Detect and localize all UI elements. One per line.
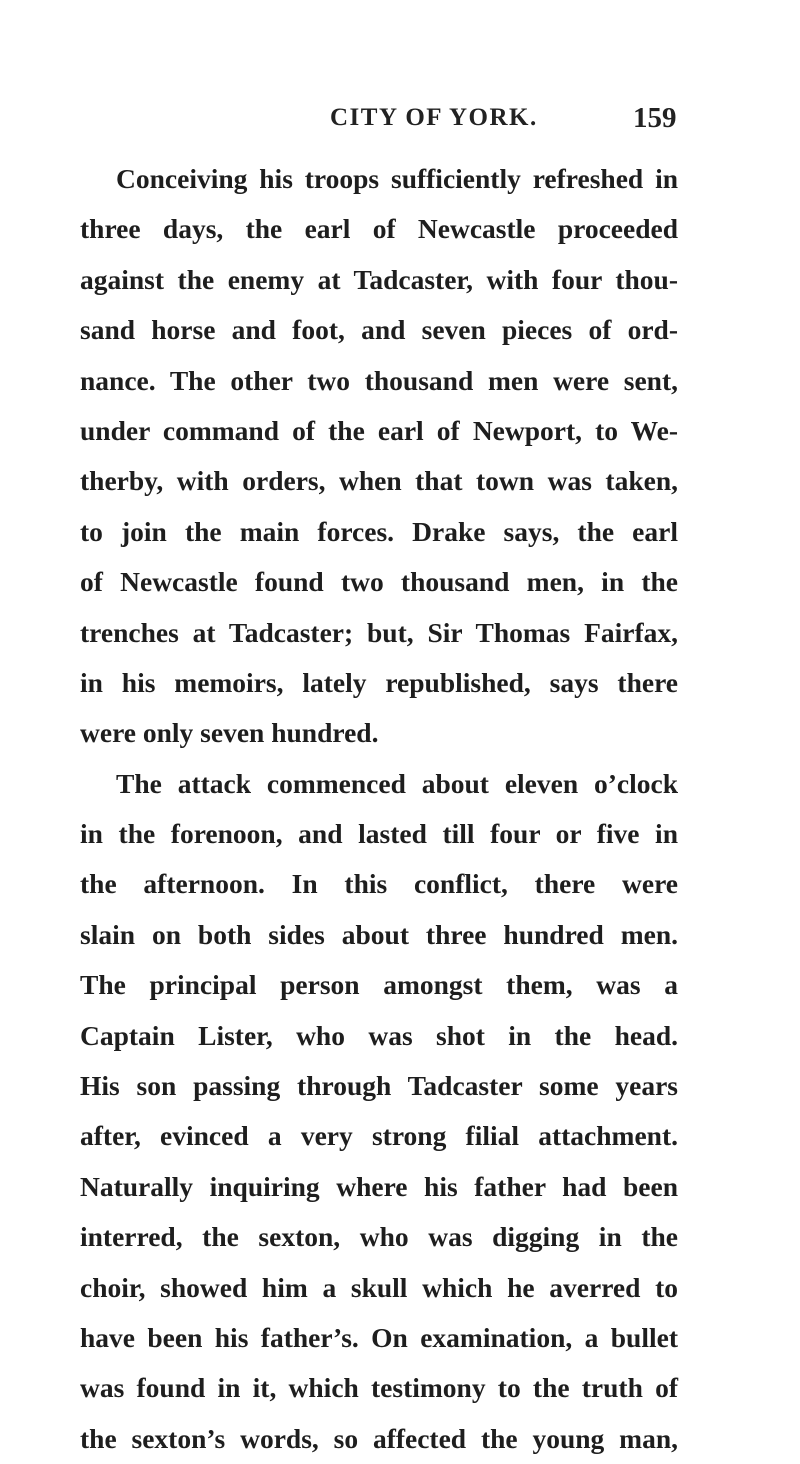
text-line-26: the sexton’s words, so affected the young man,	[80, 1422, 678, 1454]
text-line-21: Naturally inquiring where his father had been	[80, 1170, 678, 1202]
text-line-9: of Newcastle found two thousand men, in the	[80, 566, 678, 598]
text-line-18: Captain Lister, who was shot in the head.	[80, 1019, 678, 1051]
running-title: CITY OF YORK.	[330, 104, 538, 131]
text-line-10: trenches at Tadcaster; but, Sir Thomas Fairfax,	[80, 616, 678, 648]
text-line-7: therby, with orders, when that town was taken,	[80, 465, 678, 497]
text-line-16: slain on both sides about three hundred men.	[80, 918, 678, 950]
text-line-24: have been his father’s. On examination, a bullet	[80, 1321, 678, 1353]
text-line-13: The attack commenced about eleven o’clock	[116, 767, 678, 799]
text-line-1: Conceiving his troops sufficiently refreshed in	[116, 163, 678, 194]
body-text	[80, 154, 678, 1464]
text-line-8: to join the main forces. Drake says, the earl	[80, 515, 678, 547]
text-line-3: against the enemy at Tadcaster, with four thou-	[80, 263, 678, 295]
text-line-23: choir, showed him a skull which he averred to	[80, 1271, 678, 1303]
text-line-19: His son passing through Tadcaster some years	[80, 1070, 678, 1102]
text-line-22: interred, the sexton, who was digging in the	[80, 1221, 678, 1253]
text-line-15: the afternoon. In this conflict, there were	[80, 868, 678, 900]
text-line-6: under command of the earl of Newport, to We-	[80, 414, 678, 446]
text-line-17: The principal person amongst them, was a	[80, 969, 678, 1001]
text-line-11: in his memoirs, lately republished, says there	[80, 666, 678, 698]
running-head	[0, 104, 800, 144]
text-line-25: was found in it, which testimony to the truth of	[80, 1372, 678, 1404]
text-line-4: sand horse and foot, and seven pieces of ord-	[80, 314, 678, 346]
text-line-5: nance. The other two thousand men were sent,	[80, 364, 678, 396]
text-line-20: after, evinced a very strong filial attachment.	[80, 1120, 678, 1152]
text-line-14: in the forenoon, and lasted till four or five in	[80, 818, 678, 850]
page-number: 159	[633, 102, 677, 134]
text-line-12: were only seven hundred.	[80, 717, 379, 749]
text-line-2: three days, the earl of Newcastle proceeded	[80, 213, 678, 245]
